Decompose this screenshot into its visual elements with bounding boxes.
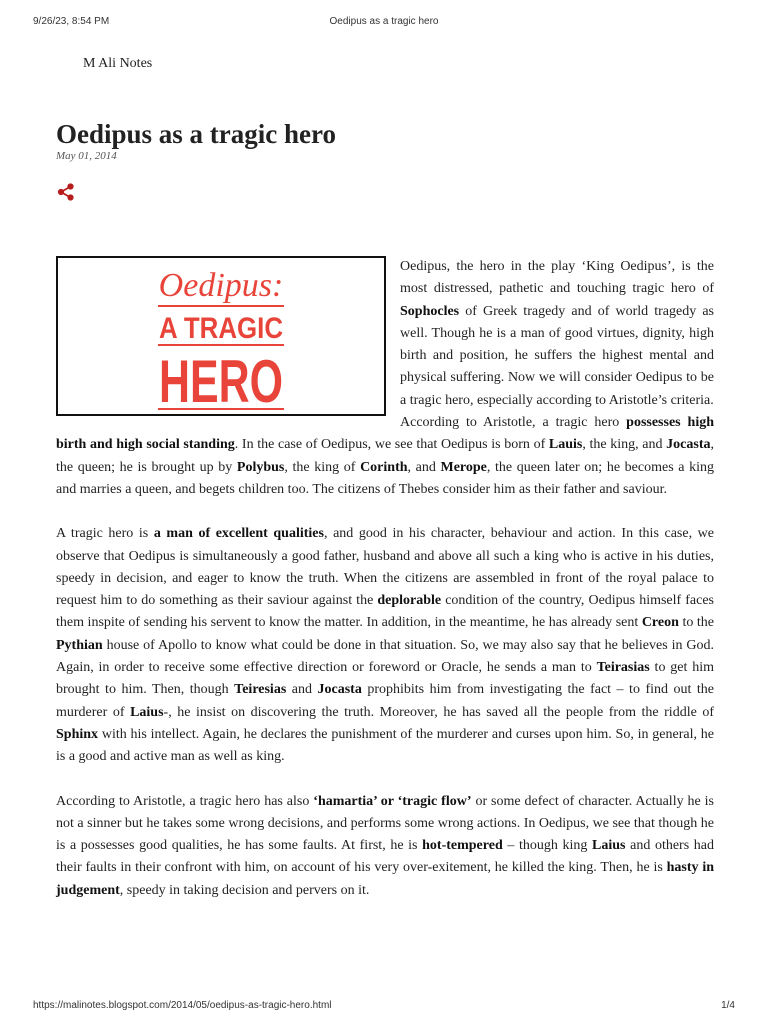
print-title: Oedipus as a tragic hero — [329, 16, 439, 27]
post-title: Oedipus as a tragic hero — [56, 119, 337, 149]
post-date: May 01, 2014 — [56, 150, 117, 162]
paragraph-4: According to Aristotle, a tragic hero has also ‘hamartia’ or ‘tragic flow’ or some defect of character. Actually he is not a sinner but he takes some wrong decisions, and performs some wrong actions. In Oedipus, we see that though he is a possesses good qualities, he has some faults. At first, he is hot-tempered – though king Laius and others had their faults in their confront with him, on account of his very over-exitement, he killed the king. Then, he is hasty in judgement, speedy in taking decision and pervers on it. — [56, 793, 715, 898]
paragraph-3: A tragic hero is a man of excellent qualities, and good in his character, behaviour and action. In this case, we observe that Oedipus is simultaneously a good father, husband and above all such a king who is active in his duties, speedy in decision, and eager to know the truth. When the citizens are assembled in front of the royal palace to request him to do something as their saviour against the deplorable condition of the country, Oedipus himself faces them inspite of sending his servent to know the matter. In addition, in the meantime, he has already sent Creon to the Pythian house of Apollo to know what could be done in that situation. So, we may also say that he believes in God. Again, in order to receive some effective direction or foreword or Oracle, he sends a man to Teirasias to get him brought to him. Then, though Teiresias and Jocasta prophibits him from investigating the fact – to find out the murderer of Laius-, he insist on discovering the truth. Moreover, he has saved all the people from the riddle of Sphinx with his intellect. Again, he declares the punishment of the murderer and curses upon him. So, in general, he is a good and active man as well as king. — [56, 526, 715, 765]
print-header — [33, 16, 735, 30]
print-url[interactable]: https://malinotes.blogspot.com/2014/05/oedipus-as-tragic-hero.html — [33, 1000, 332, 1011]
print-footer — [33, 1000, 735, 1014]
image-line-3: HERO — [159, 348, 283, 414]
share-button[interactable] — [56, 182, 76, 202]
post-body — [56, 256, 714, 902]
share-icon — [56, 182, 76, 202]
post-image — [56, 256, 386, 416]
post-image-graphic — [58, 258, 384, 414]
image-line-2: A TRAGIC — [159, 312, 283, 345]
paragraph-2: According to Aristotle, a tragic hero possesses high birth and high social standing. In the case of Oedipus, we see that Oedipus is born of Lauis, the king, and Jocasta, the queen; he is brought up by Polybus, the king of Corinth, and Merope, the queen later on; he becomes a king and marries a queen, and begets children too. The citizens of Thebes consider him as their father and saviour. — [56, 415, 715, 497]
print-date: 9/26/23, 8:54 PM — [33, 16, 110, 27]
blog-name[interactable]: M Ali Notes — [83, 56, 153, 71]
print-page-number: 1/4 — [721, 1000, 735, 1011]
image-line-1: Oedipus: — [158, 267, 284, 304]
paragraph-1: Oedipus, the hero in the play ‘King Oedipus’, is the most distressed, pathetic and touching tragic hero of Sophocles of Greek tragedy and of world tragedy as well. Though he is a man of good virtues, dignity, high birth and position, he suffers the highest mental and physical suffering. Now we will consider Oedipus to be a tragic hero, especially according to Aristotle’s criteria. — [400, 259, 714, 408]
